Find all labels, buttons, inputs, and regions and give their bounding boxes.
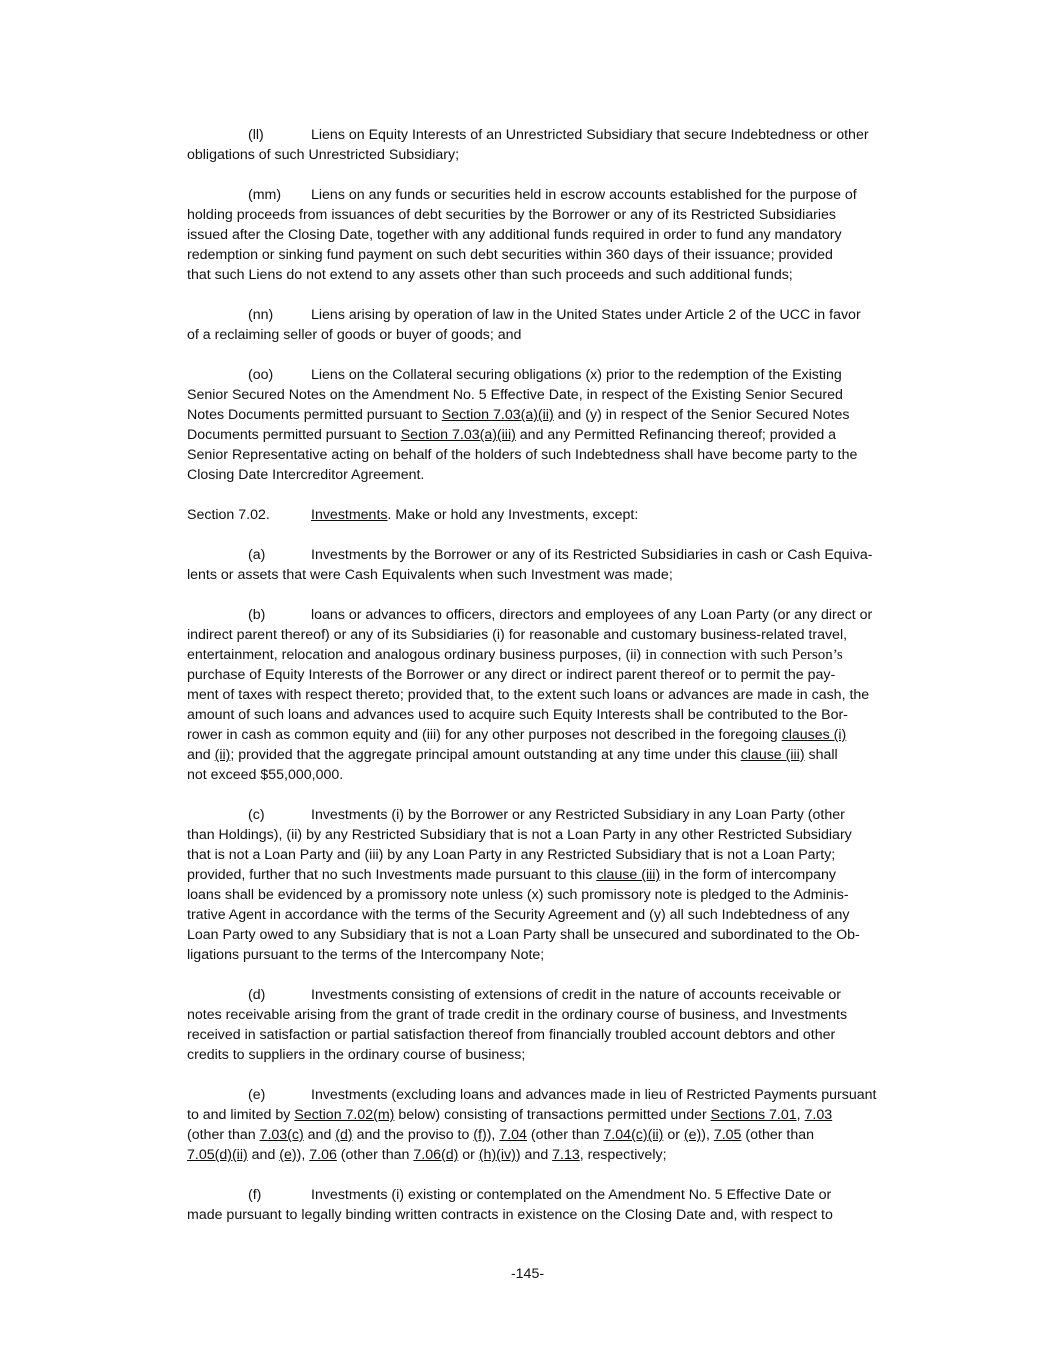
text-line: amount of such loans and advances used to acquire such Equity Interests shall be contributed to the Bor- xyxy=(187,707,848,723)
text-line: that such Liens do not extend to any assets other than such proceeds and such additional funds; xyxy=(187,267,793,283)
text-line: trative Agent in accordance with the terms of the Security Agreement and (y) all such Indebtedness of any xyxy=(187,907,850,923)
text-line: lents or assets that were Cash Equivalents when such Investment was made; xyxy=(187,567,673,583)
paragraph-c xyxy=(187,805,931,965)
clause-label: (c) xyxy=(248,807,265,823)
text-line: (f) Investments (i) existing or contemplated on the Amendment No. 5 Effective Date or xyxy=(248,1187,832,1203)
text-line: 7.05(d)(ii) and (e)), 7.06 (other than 7.06(d) or (h)(iv)) and 7.13, respectively; xyxy=(187,1147,667,1163)
cross-reference: Section 7.02(m) xyxy=(294,1107,395,1123)
section-title: Investments xyxy=(311,507,388,523)
text-line: (oo) Liens on the Collateral securing obligations (x) prior to the redemption of the Existing xyxy=(248,367,842,383)
cross-reference: 7.06 xyxy=(309,1147,337,1163)
cross-reference: (ii) xyxy=(214,747,231,763)
paragraph-e xyxy=(187,1085,931,1165)
document-body xyxy=(187,125,931,1245)
text-line: Senior Representative acting on behalf of the holders of such Indebtedness shall have become party to the xyxy=(187,447,858,463)
text-line: Notes Documents permitted pursuant to Section 7.03(a)(ii) and (y) in respect of the Senior Secured Notes xyxy=(187,407,850,423)
lien-paragraphs xyxy=(187,125,931,485)
text-line: (e) Investments (excluding loans and advances made in lieu of Restricted Payments pursuant xyxy=(248,1087,877,1103)
cross-reference: 7.04 xyxy=(499,1127,527,1143)
text-line: credits to suppliers in the ordinary course of business; xyxy=(187,1047,526,1063)
text-line: and (ii); provided that the aggregate principal amount outstanding at any time under this clause (iii) shall xyxy=(187,747,838,763)
cross-reference: (e) xyxy=(683,1127,702,1143)
investment-paragraphs xyxy=(187,545,931,1225)
text-line: issued after the Closing Date, together with any additional funds required in order to fund any mandatory xyxy=(187,227,842,243)
cross-reference: clauses (i) xyxy=(781,727,847,743)
text-line: (nn) Liens arising by operation of law in the United States under Article 2 of the UCC in favor xyxy=(248,307,861,323)
section-heading xyxy=(187,505,931,525)
text-line: loans shall be evidenced by a promissory note unless (x) such promissory note is pledged to the Adminis- xyxy=(187,887,849,903)
cross-reference: Sections 7.01 xyxy=(710,1107,797,1123)
text-line: rower in cash as common equity and (iii) for any other purposes not described in the foregoing clauses (i) xyxy=(187,727,847,743)
cross-reference: (f) xyxy=(473,1127,487,1143)
text-line: (ll) Liens on Equity Interests of an Unrestricted Subsidiary that secure Indebtedness or other xyxy=(248,127,869,143)
text-line: (d) Investments consisting of extensions of credit in the nature of accounts receivable or xyxy=(248,987,841,1003)
text-line: indirect parent thereof) or any of its Subsidiaries (i) for reasonable and customary business-related travel, xyxy=(187,627,848,643)
paragraph-d xyxy=(187,985,931,1065)
clause-label: (mm) xyxy=(248,187,282,203)
text-line: (other than 7.03(c) and (d) and the proviso to (f)), 7.04 (other than 7.04(c)(ii) or (e)), 7.05 (other than xyxy=(187,1127,815,1143)
text-line: not exceed $55,000,000. xyxy=(187,767,344,783)
paragraph-f xyxy=(187,1185,931,1225)
paragraph-oo xyxy=(187,365,931,485)
cross-reference: Section 7.03(a)(iii) xyxy=(400,427,516,443)
cross-reference: (e) xyxy=(279,1147,297,1163)
cross-reference: clause (iii) xyxy=(596,867,661,883)
clause-label: (d) xyxy=(248,987,266,1003)
cross-reference: 7.04(c)(ii) xyxy=(603,1127,664,1143)
cross-reference: 7.03(c) xyxy=(259,1127,304,1143)
clause-label: (b) xyxy=(248,607,266,623)
text-line: Loan Party owed to any Subsidiary that is not a Loan Party shall be unsecured and subordinated to the Ob- xyxy=(187,927,860,943)
text-line: (mm) Liens on any funds or securities held in escrow accounts established for the purpose of xyxy=(248,187,857,203)
paragraph-mm xyxy=(187,185,931,285)
text-line: than Holdings), (ii) by any Restricted Subsidiary that is not a Loan Party in any other Restricted Subsidiary xyxy=(187,827,852,843)
clause-label: (oo) xyxy=(248,367,274,383)
paragraph-ll xyxy=(187,125,931,165)
section-intro: . Make or hold any Investments, except: xyxy=(387,507,639,523)
cross-reference: 7.06(d) xyxy=(413,1147,459,1163)
clause-label: (f) xyxy=(248,1187,262,1203)
cross-reference: Section 7.03(a)(ii) xyxy=(441,407,554,423)
cross-reference: 7.05(d)(ii) xyxy=(187,1147,248,1163)
cross-reference: (h)(iv) xyxy=(478,1147,516,1163)
text-line: redemption or sinking fund payment on such debt securities within 360 days of their issuance; provided xyxy=(187,247,833,263)
page-number: -145- xyxy=(510,1266,545,1282)
section-number: Section 7.02. xyxy=(187,507,270,523)
text-line: ligations pursuant to the terms of the Intercompany Note; xyxy=(187,947,545,963)
cross-reference: (d) xyxy=(335,1127,353,1143)
paragraph-a xyxy=(187,545,931,585)
cross-reference: 7.05 xyxy=(713,1127,742,1143)
cross-reference: 7.03 xyxy=(804,1107,833,1123)
text-line: notes receivable arising from the grant of trade credit in the ordinary course of business, and Investments xyxy=(187,1007,848,1023)
clause-label: (nn) xyxy=(248,307,274,323)
text-line: obligations of such Unrestricted Subsidiary; xyxy=(187,147,460,163)
text-line: holding proceeds from issuances of debt securities by the Borrower or any of its Restricted Subsidiaries xyxy=(187,207,836,223)
text-line: provided, further that no such Investments made pursuant to this clause (iii) in the form of intercompany xyxy=(187,867,837,883)
text-line: made pursuant to legally binding written contracts in existence on the Closing Date and, with respect to xyxy=(187,1207,833,1223)
text-line: (c) Investments (i) by the Borrower or any Restricted Subsidiary in any Loan Party (other xyxy=(248,807,845,823)
text-line: received in satisfaction or partial satisfaction thereof from financially troubled account debtors and other xyxy=(187,1027,836,1043)
clause-label: (e) xyxy=(248,1087,266,1103)
serif-text-run: in connection with such Person’s xyxy=(645,647,843,663)
text-line: entertainment, relocation and analogous ordinary business purposes, (ii) in connection with such Person’s xyxy=(187,647,843,663)
text-line: that is not a Loan Party and (iii) by any Loan Party in any Restricted Subsidiary that is not a Loan Party; xyxy=(187,847,836,863)
cross-reference: clause (iii) xyxy=(740,747,805,763)
text-line: (b) loans or advances to officers, directors and employees of any Loan Party (or any direct or xyxy=(248,607,873,623)
text-line: of a reclaiming seller of goods or buyer of goods; and xyxy=(187,327,522,343)
clause-label: (ll) xyxy=(248,127,264,143)
paragraph-b xyxy=(187,605,931,785)
text-line: ment of taxes with respect thereto; provided that, to the extent such loans or advances are made in cash, the xyxy=(187,687,870,703)
text-line: Closing Date Intercreditor Agreement. xyxy=(187,467,425,483)
text-line: (a) Investments by the Borrower or any of its Restricted Subsidiaries in cash or Cash Equiva- xyxy=(248,547,873,563)
cross-reference: 7.13 xyxy=(552,1147,580,1163)
text-line: to and limited by Section 7.02(m) below) consisting of transactions permitted under Sections 7.01, 7.03 xyxy=(187,1107,833,1123)
clause-label: (a) xyxy=(248,547,266,563)
text-line: purchase of Equity Interests of the Borrower or any direct or indirect parent thereof or to permit the pay- xyxy=(187,667,836,683)
text-line: Documents permitted pursuant to Section 7.03(a)(iii) and any Permitted Refinancing thereof; provided a xyxy=(187,427,837,443)
paragraph-nn xyxy=(187,305,931,345)
text-line: Senior Secured Notes on the Amendment No. 5 Effective Date, in respect of the Existing Senior Secured xyxy=(187,387,843,403)
